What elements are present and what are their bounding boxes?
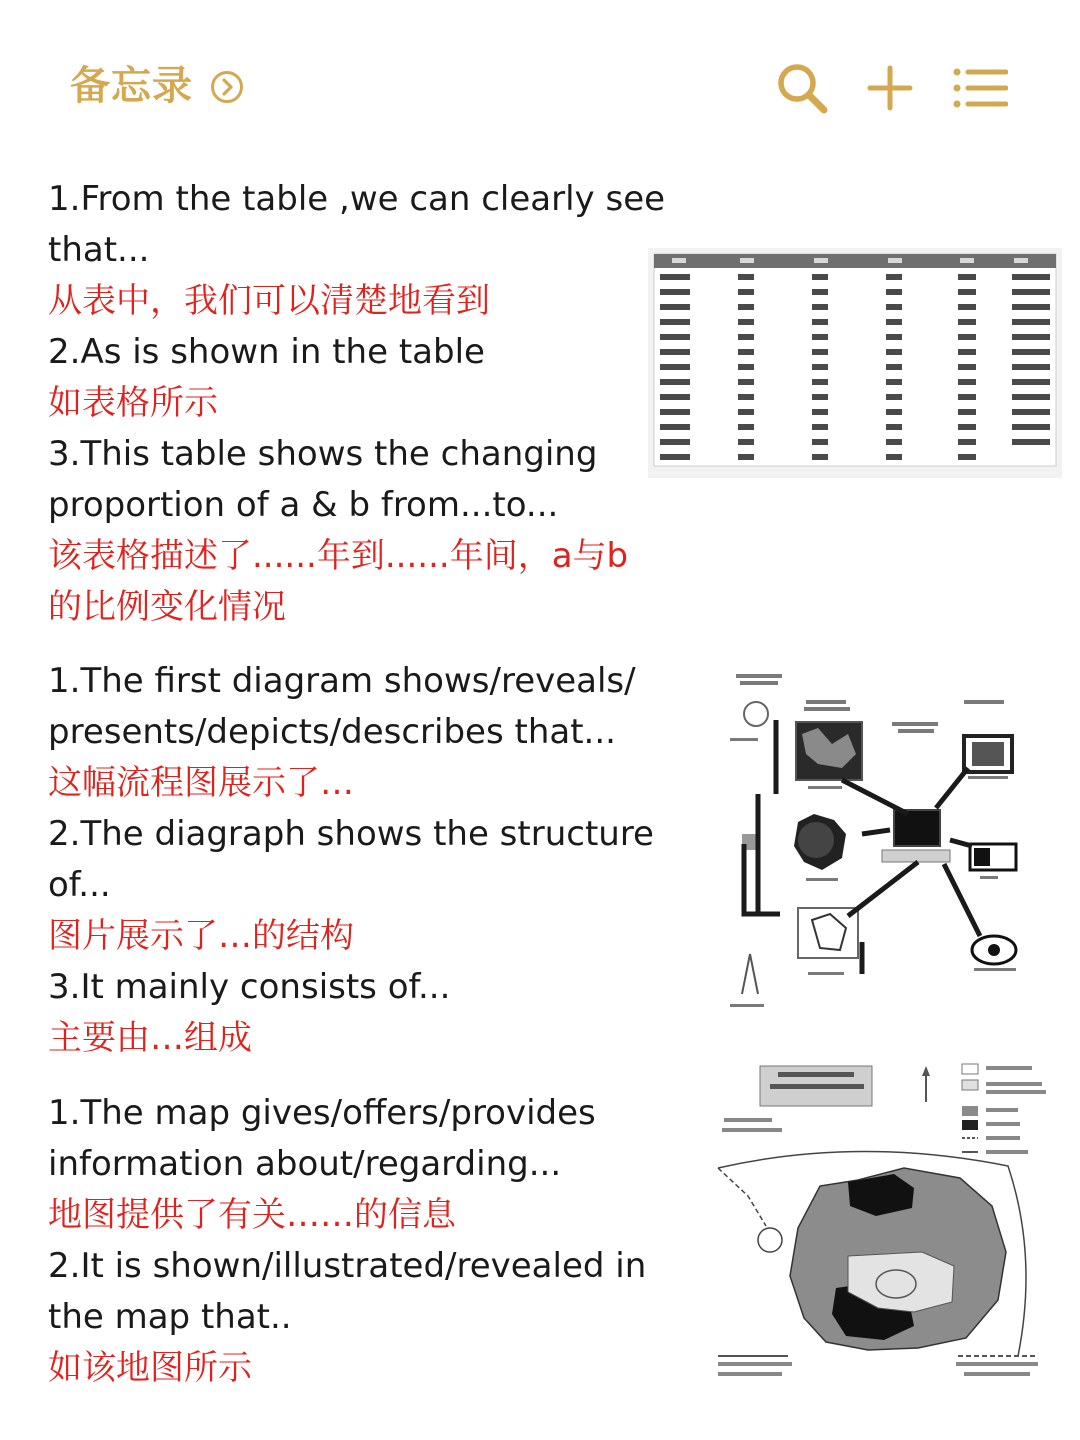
table-cell (958, 334, 976, 340)
table-cell (738, 319, 754, 325)
table-cell (958, 439, 976, 445)
map-image (708, 1056, 1058, 1386)
table-header-cell (814, 258, 828, 263)
table-cell (886, 274, 902, 280)
table-cell (886, 379, 902, 385)
table-cell (738, 364, 754, 370)
note-line[interactable]: 如该地图所示 (48, 1348, 252, 1388)
chevron-right-circle-icon[interactable] (210, 70, 244, 104)
table-header-cell (740, 258, 754, 263)
note-line[interactable]: 2.As is shown in the table (48, 332, 485, 372)
table-cell (958, 349, 976, 355)
note-line[interactable]: 地图提供了有关……的信息 (48, 1195, 456, 1235)
note-line[interactable]: the map that.. (48, 1297, 292, 1337)
note-line[interactable]: 1.The map gives/offers/provides (48, 1093, 596, 1133)
table-cell (886, 364, 902, 370)
table-cell (812, 394, 828, 400)
table-cell (1012, 304, 1050, 310)
note-line[interactable]: proportion of a & b from...to... (48, 485, 559, 525)
table-cell (886, 409, 902, 415)
table-cell (1012, 394, 1050, 400)
note-line[interactable]: of... (48, 865, 111, 905)
table-cell (738, 379, 754, 385)
table-cell (812, 274, 828, 280)
table-cell (886, 394, 902, 400)
table-cell (1012, 424, 1050, 430)
table-cell (738, 289, 754, 295)
note-section-table (48, 174, 678, 633)
table-cell (738, 454, 754, 460)
note-section-map (48, 1088, 678, 1394)
table-header-cell (888, 258, 902, 263)
note-line[interactable]: 该表格描述了......年到......年间，a与b (48, 536, 629, 576)
table-cell (812, 409, 828, 415)
table-header-cell (960, 258, 974, 263)
table-cell (660, 394, 690, 400)
note-line[interactable]: 3.This table shows the changing (48, 434, 598, 474)
note-line[interactable]: 从表中，我们可以清楚地看到 (48, 281, 490, 321)
table-cell (958, 394, 976, 400)
app-title[interactable]: 备忘录 (70, 63, 193, 109)
note-line[interactable]: 3.It mainly consists of... (48, 967, 451, 1007)
note-line[interactable]: 如表格所示 (48, 383, 218, 423)
table-cell (738, 334, 754, 340)
table-cell (812, 349, 828, 355)
table-cell (886, 424, 902, 430)
table-cell (1012, 334, 1050, 340)
table-cell (886, 334, 902, 340)
table-cell (738, 409, 754, 415)
note-line[interactable]: 1.From the table ,we can clearly see (48, 179, 666, 219)
table-cell (738, 394, 754, 400)
note-line[interactable]: 2.It is shown/illustrated/revealed in (48, 1246, 647, 1286)
table-cell (812, 379, 828, 385)
table-cell (886, 454, 902, 460)
note-line[interactable]: 1.The first diagram shows/reveals/ (48, 661, 636, 701)
table-cell (1012, 289, 1050, 295)
table-cell (1012, 319, 1050, 325)
note-line[interactable]: 主要由…组成 (48, 1018, 252, 1058)
table-cell (812, 304, 828, 310)
table-cell (812, 289, 828, 295)
table-cell (1012, 349, 1050, 355)
note-line[interactable]: information about/regarding... (48, 1144, 562, 1184)
table-cell (738, 304, 754, 310)
map-thumbnail[interactable] (708, 1056, 1058, 1386)
table-cell (660, 289, 690, 295)
table-cell (660, 304, 690, 310)
table-cell (886, 304, 902, 310)
table-cell (1012, 439, 1050, 445)
table-cell (812, 454, 828, 460)
list-menu-icon (952, 60, 1008, 116)
table-cell (1012, 364, 1050, 370)
menu-button[interactable] (952, 60, 1008, 116)
note-line[interactable]: 的比例变化情况 (48, 587, 286, 627)
table-cell (958, 424, 976, 430)
table-cell (812, 319, 828, 325)
search-button[interactable] (774, 60, 830, 116)
note-line[interactable]: that... (48, 230, 150, 270)
note-line[interactable]: 2.The diagraph shows the structure (48, 814, 654, 854)
table-cell (886, 349, 902, 355)
table-cell (958, 274, 976, 280)
table-thumbnail[interactable] (648, 248, 1062, 478)
note-line[interactable]: presents/depicts/describes that... (48, 712, 616, 752)
table-cell (812, 424, 828, 430)
table-cell (660, 424, 690, 430)
add-note-button[interactable] (862, 60, 918, 116)
note-line[interactable]: 图片展示了…的结构 (48, 916, 354, 956)
table-header-cell (1014, 258, 1028, 263)
table-cell (812, 364, 828, 370)
table-cell (660, 409, 690, 415)
table-cell (886, 439, 902, 445)
table-cell (958, 304, 976, 310)
table-cell (1012, 409, 1050, 415)
table-cell (958, 379, 976, 385)
table-cell (958, 319, 976, 325)
table-cell (958, 454, 976, 460)
flow-diagram-image (722, 664, 1034, 1014)
table-cell (660, 454, 690, 460)
table-cell (660, 364, 690, 370)
diagram-thumbnail[interactable] (722, 664, 1034, 1014)
table-cell (886, 319, 902, 325)
app-header (0, 0, 1080, 150)
table-cell (660, 274, 690, 280)
table-cell (738, 349, 754, 355)
table-cell (660, 349, 690, 355)
table-cell (958, 409, 976, 415)
search-icon (774, 60, 830, 116)
note-section-diagram (48, 656, 678, 1064)
table-cell (660, 334, 690, 340)
table-header-cell (672, 258, 686, 263)
table-cell (738, 274, 754, 280)
table-cell (886, 289, 902, 295)
table-cell (958, 289, 976, 295)
table-cell (660, 319, 690, 325)
table-image (648, 248, 1062, 478)
note-line[interactable]: 这幅流程图展示了… (48, 763, 354, 803)
table-cell (660, 379, 690, 385)
table-cell (1012, 379, 1050, 385)
table-cell (738, 424, 754, 430)
table-cell (738, 439, 754, 445)
table-cell (958, 364, 976, 370)
table-cell (1012, 274, 1050, 280)
plus-icon (862, 60, 918, 116)
table-cell (812, 439, 828, 445)
table-cell (660, 439, 690, 445)
table-cell (812, 334, 828, 340)
